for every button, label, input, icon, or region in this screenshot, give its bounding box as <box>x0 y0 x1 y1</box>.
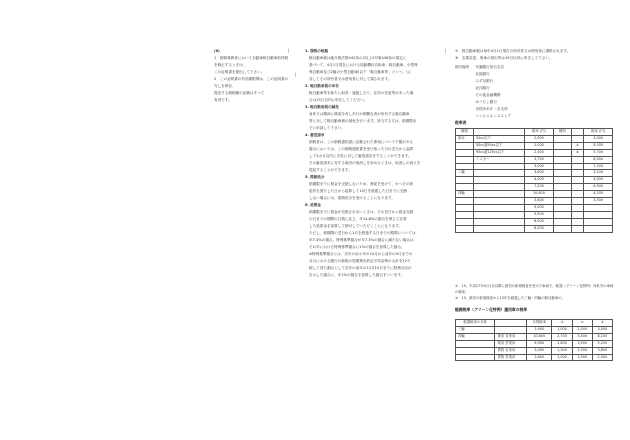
table-cell <box>584 211 613 218</box>
section-line: 告示した割合に、年1%の割合を加算した割合をいいます。 <box>309 273 405 277</box>
instructions-column <box>214 48 290 104</box>
table-cell <box>553 184 571 191</box>
section-line: 等に対して軽自動車税の減免を行います。該当する方は、納期限ま <box>309 119 417 123</box>
table-cell <box>456 184 474 191</box>
table-cell <box>473 211 524 218</box>
table-header-cell: 本則税率 <box>526 320 551 327</box>
table-cell <box>553 218 571 225</box>
table-cell: 2,900 <box>592 354 612 361</box>
table-cell: 50cc超90cc以下 <box>473 142 524 149</box>
table-cell <box>571 225 583 232</box>
section-line: した延滞金を加算して納付していただくことになります。 <box>309 224 403 228</box>
table-cell: 乗用 自家用 <box>495 333 527 340</box>
table-cell: 5,000 <box>526 347 551 354</box>
instruction-line: この証明書を提出して下さい。 <box>214 70 265 74</box>
table-cell: ② <box>571 149 583 156</box>
table-cell <box>456 204 474 211</box>
table-row <box>456 135 613 142</box>
table-cell: 5,700 <box>584 149 613 156</box>
note-line: ⑦ 軽自動車税は毎年4月1日現在の所有者又は使用者に課税されます。 <box>455 49 571 53</box>
table-cell <box>571 156 583 163</box>
table-cell: 5,200 <box>592 340 612 347</box>
table-cell: 乗用 営業用 <box>495 340 527 347</box>
table-cell: 3,600 <box>525 170 554 177</box>
table-cell: 3,900 <box>526 326 551 333</box>
table-cell: 2,500 <box>572 347 592 354</box>
instruction-line: 提出する納税額の記載はすべて <box>214 91 265 95</box>
table-cell <box>456 142 474 149</box>
table-cell: 3,000 <box>584 135 613 142</box>
section-line: 促状を発行した日から起算して10日を経過した日までに完納 <box>309 189 408 193</box>
table-cell <box>553 142 571 149</box>
table-cell <box>571 163 583 170</box>
table-cell <box>571 204 583 211</box>
table-cell <box>473 184 524 191</box>
table-header-cell: 種別 <box>553 129 571 136</box>
table-cell: 5,000 <box>584 142 613 149</box>
table-row <box>456 149 613 156</box>
section-title: 5. 滞納処分 <box>305 175 325 179</box>
rate-notes <box>455 283 615 301</box>
table-cell: ミニカー <box>473 156 524 163</box>
section-line: 提起することができます。 <box>309 168 352 172</box>
table-cell <box>553 149 571 156</box>
table-row <box>456 340 613 347</box>
section-title: 1. 課税の根拠 <box>305 49 329 53</box>
table-cell <box>553 177 571 184</box>
table-row <box>456 177 613 184</box>
table-cell <box>473 191 524 198</box>
table-cell <box>473 163 524 170</box>
table-row <box>456 333 613 340</box>
table-cell: 6,000 <box>584 156 613 163</box>
table-cell: 7,200 <box>525 184 554 191</box>
table-cell <box>473 198 524 205</box>
table-cell: 8,200 <box>525 225 554 232</box>
table-cell <box>571 135 583 142</box>
table-cell: 5,400 <box>572 333 592 340</box>
table-cell <box>456 156 474 163</box>
table-header-cell: 税率 (円) <box>525 129 554 136</box>
rate-note: ② 13、最初の新規検査から13年を経過した三輪・四輪の軽自動車の。 <box>455 296 565 300</box>
table-header-cell <box>571 129 583 136</box>
table-cell: 6,900 <box>526 340 551 347</box>
table-cell: 3,700 <box>525 156 554 163</box>
office-item: ゆうちょ銀行 <box>475 100 497 104</box>
office-item: 北洋銀行 <box>475 86 490 90</box>
table-cell <box>473 225 524 232</box>
table-cell <box>553 198 571 205</box>
office-item: その他金融機関 <box>475 93 501 97</box>
column-heading: (6) <box>214 49 220 53</box>
table-cell: 4,200 <box>584 191 613 198</box>
table-cell <box>456 198 474 205</box>
table-cell: 90cc超125cc以下 <box>473 149 524 156</box>
section-line: 軽自動車税は地方税法第442条の2以上3号第446条の規定に <box>309 56 407 60</box>
table-cell <box>456 163 474 170</box>
table-cell: 二輪 <box>456 170 474 177</box>
table-cell <box>456 218 474 225</box>
table-cell: 3,100 <box>584 170 613 177</box>
section-line: 殊自動車及び2輪の小型自動車(以下「軽自動車等」という。)に <box>309 70 412 74</box>
rate-table <box>455 128 613 233</box>
table-cell <box>553 225 571 232</box>
offices-label: 納付場所 <box>455 65 470 69</box>
table-cell <box>456 149 474 156</box>
table-header-cell <box>473 129 524 136</box>
table-row <box>456 211 613 218</box>
tax-info-column <box>305 48 453 279</box>
table-cell: 6,900 <box>584 184 613 191</box>
table-cell: 三輪 <box>456 326 495 333</box>
section-line: 場合においては、この納税通知書を受け取った日の翌日から起算 <box>309 147 414 151</box>
section-line: 年7.3%の割合。特例基準割合が年7.3%の割合に満たない場合は、 <box>309 238 418 242</box>
table-cell <box>456 354 495 361</box>
table-cell <box>571 184 583 191</box>
table-row <box>456 326 613 333</box>
section-line: その審査請求に対する裁決の取消しを求めるときは、取消しの訴えを <box>309 161 421 165</box>
table-cell <box>456 340 495 347</box>
instruction-line: 1 納税義務者において自動車税自動車取得税を修正するときは、 <box>214 56 289 67</box>
table-row <box>456 225 613 232</box>
table-header-cell: ② <box>572 320 592 327</box>
section-line: 基づいて、4月1日現在における原動機付自転車、軽自動車、小型特 <box>309 63 418 67</box>
table-cell <box>456 211 474 218</box>
note-line: ⑧ 名義変更、廃車の届出等は15日以内に申告して下さい。 <box>455 56 553 60</box>
table-row <box>456 218 613 225</box>
office-item: 安藤銀行仙台支店 <box>475 65 505 69</box>
table-cell: 10,800 <box>525 191 554 198</box>
table-cell <box>553 211 571 218</box>
table-cell <box>473 177 524 184</box>
section-line: でに申請して下さい。 <box>309 126 345 130</box>
table-cell: 10,800 <box>526 333 551 340</box>
table-header-cell: 種別 <box>456 129 474 136</box>
table-cell: 5,000 <box>525 204 554 211</box>
section-title: 6. 延滞金 <box>305 203 321 207</box>
table-row <box>456 191 613 198</box>
table-cell <box>495 326 527 333</box>
table-row <box>456 142 613 149</box>
table-cell <box>571 211 583 218</box>
table-row <box>456 204 613 211</box>
table-cell <box>584 225 613 232</box>
section-line: ※特例基準割合とは、各年の前々年の10月から前年の9月までの <box>309 252 413 256</box>
table-cell: 7,200 <box>584 163 613 170</box>
table-cell: 1,800 <box>552 340 572 347</box>
table-cell: 2,400 <box>525 149 554 156</box>
rate-table-title: 税率表 <box>455 120 467 125</box>
instruction-line: 2 この証明書の有効期限間は、この証明書の写しを保存、 <box>214 77 289 88</box>
office-item: 市役所本庁・各支所 <box>475 107 508 111</box>
table-cell <box>456 347 495 354</box>
table-cell: 四輪 <box>456 191 474 198</box>
section-title: 3. 軽自動車税の減免 <box>305 105 339 109</box>
table-cell <box>456 225 474 232</box>
table-cell: 2,700 <box>552 333 572 340</box>
section-line: の日までの期間の日数に応じ、年14.6%の割合を乗じて計算 <box>309 217 407 221</box>
table-cell: 4,000 <box>525 177 554 184</box>
table-cell: 8,100 <box>592 333 612 340</box>
table-row <box>456 163 613 170</box>
table-row <box>456 198 613 205</box>
table-cell: 3,800 <box>592 347 612 354</box>
table-cell: 1,900 <box>572 354 592 361</box>
table-cell: 3,800 <box>525 198 554 205</box>
table-cell: 5,500 <box>525 211 554 218</box>
table-cell: 3,000 <box>525 163 554 170</box>
table-cell: 2,000 <box>525 142 554 149</box>
table-cell: 3,500 <box>584 198 613 205</box>
table-cell <box>553 156 571 163</box>
section-line: 身体又は精神に障害を有し歩行が困難な者が所有する軽自動車 <box>309 112 410 116</box>
fold-mark: | <box>288 48 290 53</box>
fold-mark: | <box>295 72 297 77</box>
rate-note: ① 15、平成27年4月1日以降に最初の新規検査を受けた車両で、軽課（グリーン化特例）対象外の車両の税率。 <box>455 284 614 294</box>
section-line: 対してその所有者又は使用者に対して課されます。 <box>309 77 392 81</box>
table-cell <box>571 170 583 177</box>
table-header-cell <box>495 320 527 327</box>
section-line: その年における特例基準割合に1%の割合を加算した割合。 <box>309 245 405 249</box>
section-line: ただし、納期限の翌日から1月を経過する日までの期間については、 <box>309 231 420 235</box>
table-header-cell: 軽課税率の対象 <box>456 320 495 327</box>
section-line: しない場合には、滞納処分を受けることになります。 <box>309 196 395 200</box>
table-cell <box>553 191 571 198</box>
section-line: 納税者は、この納税通知書に記載された事項について不服がある <box>309 140 414 144</box>
office-item: みずほ銀行 <box>475 79 494 83</box>
section-line: 納期限までに税金を完納しないため、督促を受けて、かつその督 <box>309 182 414 186</box>
table-cell: 四輪 <box>456 333 495 340</box>
section-title: 2. 軽自動車税の申告 <box>305 84 339 88</box>
table-cell: 3,000 <box>592 326 612 333</box>
table-cell <box>571 198 583 205</box>
instruction-line: 有効です。 <box>214 98 232 102</box>
payment-info-column <box>455 48 615 120</box>
table-cell <box>473 170 524 177</box>
table-cell <box>473 218 524 225</box>
table-row <box>456 184 613 191</box>
table-cell <box>571 177 583 184</box>
table-header-cell: 税率 (円) <box>584 129 613 136</box>
table-row <box>456 156 613 163</box>
section-line: 合は15日以内に申告してください。 <box>309 98 368 102</box>
table-cell: 6,900 <box>525 218 554 225</box>
table-cell: 50cc以下 <box>473 135 524 142</box>
fold-mark: | <box>445 48 447 53</box>
table-cell <box>473 204 524 211</box>
offices-list <box>475 64 511 120</box>
table-row <box>456 354 613 361</box>
section-line: して3カ月以内に市長に対して審査請求をすることができます。 <box>309 154 412 158</box>
section-title: 4. 審査請求 <box>305 133 325 137</box>
table-cell <box>553 170 571 177</box>
table-cell: 1,000 <box>552 326 572 333</box>
section-line: 納期限までに税金が完納されないときは、その翌日から税金完納 <box>309 210 414 214</box>
table-cell <box>571 191 583 198</box>
office-item: コンビニエンスストア <box>475 114 512 118</box>
table-row <box>456 347 613 354</box>
section-line: 各月における銀行の新規の短期貸出約定平均金利の合計を12で <box>309 259 411 263</box>
table-row <box>456 170 613 177</box>
table-cell <box>456 177 474 184</box>
section-line: 軽自動車等を新たに取得・譲渡したり、住所の変更等があった場 <box>309 91 414 95</box>
table-cell <box>584 218 613 225</box>
table-cell: 1,000 <box>552 354 572 361</box>
table-header-cell: ③ <box>592 320 612 327</box>
green-rate-table <box>455 319 613 361</box>
office-item: 北陸銀行 <box>475 72 490 76</box>
table-cell <box>584 204 613 211</box>
table-cell: 原付 <box>456 135 474 142</box>
table-cell <box>553 135 571 142</box>
table-cell: 2,000 <box>525 135 554 142</box>
table-cell <box>553 163 571 170</box>
section-line: 除して得た割合として各年の前年の12月15日までに財務大臣が <box>309 266 412 270</box>
green-table-title: 軽課税率（グリーン化特例）適用車の税率 <box>455 307 528 312</box>
table-header-cell: ① <box>552 320 572 327</box>
table-cell: 1,300 <box>552 347 572 354</box>
table-cell: 貨物 自家用 <box>495 347 527 354</box>
table-cell <box>571 218 583 225</box>
table-cell: 貨物 営業用 <box>495 354 527 361</box>
table-cell: 3,500 <box>572 340 592 347</box>
table-cell: 3,800 <box>526 354 551 361</box>
table-cell: 2,000 <box>572 326 592 333</box>
table-cell: 4,000 <box>584 177 613 184</box>
table-cell: ① <box>571 142 583 149</box>
table-cell <box>553 204 571 211</box>
